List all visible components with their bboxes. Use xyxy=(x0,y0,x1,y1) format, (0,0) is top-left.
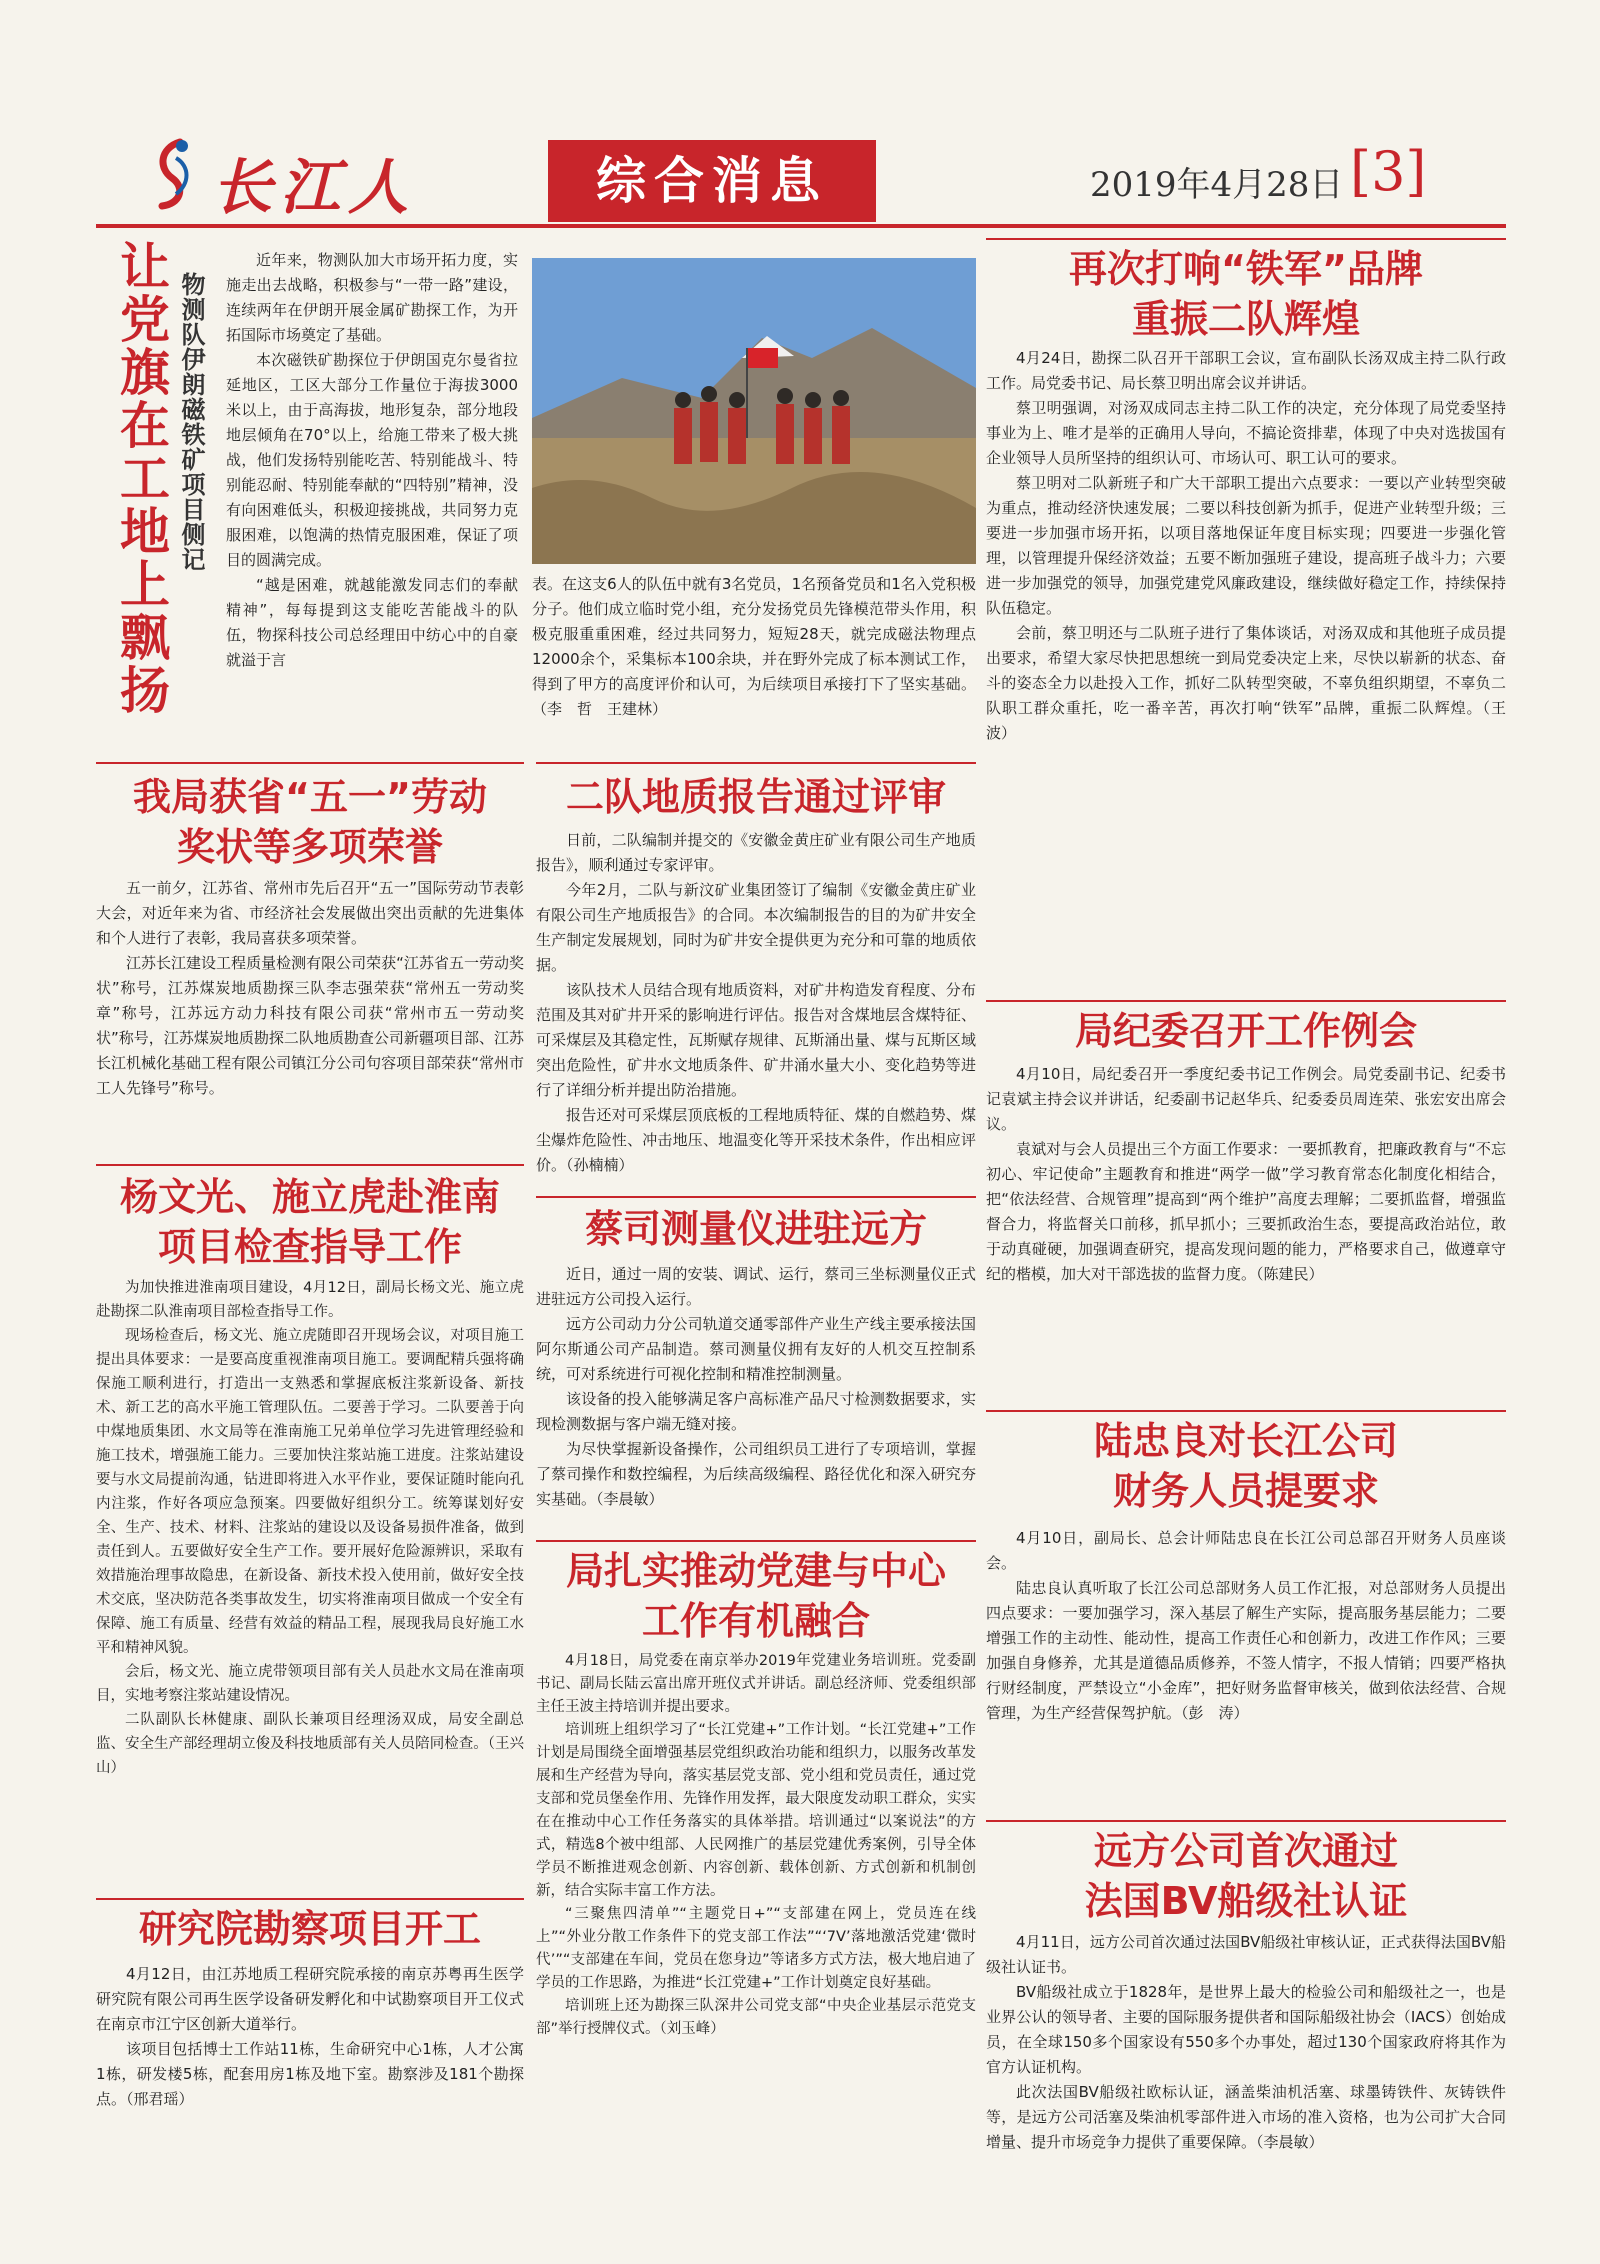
bv-paragraph: BV船级社成立于1828年，是世界上最大的检验公司和船级社之一，也是业界公认的领导者、主要的国际服务提供者和国际船级社协会（IACS）创始成员，在全球150多个国家设有550多个办事处，超过130个国家政府将其作为官方认证机构。 xyxy=(986,1983,1506,2076)
iron-army-paragraph: 蔡卫明强调，对汤双成同志主持二队工作的决定，充分体现了局党委坚持事业为上、唯才是举的正确用人导向，不搞论资排辈，体现了中央对选拔国有企业领导人员所坚持的组织认可、市场认可、职工认可的要求。 xyxy=(986,399,1506,467)
discipline-body xyxy=(986,1062,1506,1287)
headline-line: 项目检查指导工作 xyxy=(157,1225,462,1269)
geo-report-paragraph: 今年2月，二队与新汶矿业集团签订了编制《安徽金黄庄矿业有限公司生产地质报告》的合同。本次编制报告的目的为矿井安全生产制定发展规划，同时为矿井安全提供更为充分和可靠的地质依据。 xyxy=(536,881,976,974)
instrument-paragraph: 该设备的投入能够满足客户高标准产品尺寸检测数据要求，实现检测数据与客户端无缝对接。 xyxy=(536,1390,976,1433)
banner-subtitle: 物测队伊朗磁铁矿项目侧记 xyxy=(177,272,205,572)
masthead-rule xyxy=(96,224,1506,228)
paper-name: 长江人 xyxy=(212,153,416,223)
inspection-headline xyxy=(96,1172,524,1272)
column-rule xyxy=(986,1820,1506,1822)
finance-paragraph: 4月10日，副局长、总会计师陆忠良在长江公司总部召开财务人员座谈会。 xyxy=(986,1529,1506,1572)
inspection-paragraph: 为加快推进淮南项目建设，4月12日，副局长杨文光、施立虎赴勘探二队淮南项目部检查指导工作。 xyxy=(96,1280,524,1320)
column-rule xyxy=(986,1000,1506,1002)
iron-army-paragraph: 4月24日，勘探二队召开干部职工会议，宣布副队长汤双成主持二队行政工作。局党委书记、局长蔡卫明出席会议并讲话。 xyxy=(986,349,1506,392)
research-paragraph: 该项目包括博士工作站11栋，生命研究中心1栋，人才公寓1栋，研发楼5栋，配套用房1栋及地下室。勘察涉及181个勘探点。（邢君瑶） xyxy=(96,2040,524,2108)
geo-report-paragraph: 报告还对可采煤层顶底板的工程地质特征、煤的自燃趋势、煤尘爆炸危险性、冲击地压、地温变化等开采技术条件，作出相应评价。（孙楠楠） xyxy=(536,1106,976,1174)
page-number: [3] xyxy=(1350,140,1427,203)
column-rule xyxy=(96,1164,524,1166)
column-rule xyxy=(986,238,1506,240)
headline-line: 陆忠良对长江公司 xyxy=(1093,1419,1398,1463)
may-day-paragraph: 五一前夕，江苏省、常州市先后召开“五一”国际劳动节表彰大会，对近年来为省、市经济社会发展做出突出贡献的先进集体和个人进行了表彰，我局喜获多项荣誉。 xyxy=(96,879,524,947)
instrument-headline: 蔡司测量仪进驻远方 xyxy=(584,1207,927,1251)
may-day-paragraph: 江苏长江建设工程质量检测有限公司荣获“江苏省五一劳动奖状”称号，江苏煤炭地质勘探三队李志强荣获“常州五一劳动奖章”称号，江苏远方动力科技有限公司获“常州市五一劳动奖状”称号，江苏煤炭地质勘探二队地质勘查公司新疆项目部、江苏长江机械化基础工程有限公司镇江分公司句容项目部荣获“常州市工人先锋号”称号。 xyxy=(96,954,524,1097)
headline-line: 再次打响“铁军”品牌 xyxy=(1069,247,1423,291)
column-rule xyxy=(536,762,976,764)
column-rule xyxy=(96,1898,524,1900)
may-day-headline xyxy=(96,772,524,872)
finance-body xyxy=(986,1526,1506,1726)
instrument-paragraph: 为尽快掌握新设备操作，公司组织员工进行了专项培训，掌握了蔡司操作和数控编程，为后续高级编程、路径优化和深入研究夯实基础。（李晨敏） xyxy=(536,1440,976,1508)
geo-report-headline: 二队地质报告通过评审 xyxy=(565,775,946,819)
section-banner xyxy=(548,140,876,222)
column-rule xyxy=(536,1196,976,1198)
inspection-paragraph: 会后，杨文光、施立虎带领项目部有关人员赴水文局在淮南项目，实地考察注浆站建设情况。 xyxy=(96,1664,524,1704)
banner-paragraph: 近年来，物测队加大市场开拓力度，实施走出去战略，积极参与“一带一路”建设，连续两年在伊朗开展金属矿勘探工作，为开拓国际市场奠定了基础。 xyxy=(226,251,518,344)
geo-report-body xyxy=(536,828,976,1178)
headline-line: 我局获省“五一”劳动 xyxy=(133,775,487,819)
geo-report-paragraph: 该队技术人员结合现有地质资料，对矿井构造发育程度、分布范围及其对矿井开采的影响进行评估。报告对含煤地层含煤特征、可采煤层及其稳定性，瓦斯赋存规律、瓦斯涌出量、煤与瓦斯区域突出危险性，矿井水文地质条件、矿井涌水量大小、变化趋势等进行了详细分析并提出防治措施。 xyxy=(536,981,976,1099)
research-headline: 研究院勘察项目开工 xyxy=(138,1907,481,1951)
iron-army-body xyxy=(986,346,1522,746)
party-building-paragraph: 培训班上还为勘探三队深井公司党支部“中央企业基层示范党支部”举行授牌仪式。（刘玉峰） xyxy=(536,1998,976,2037)
research-paragraph: 4月12日，由江苏地质工程研究院承接的南京苏粤再生医学研究院有限公司再生医学设备研发孵化和中试勘察项目开工仪式在南京市江宁区创新大道举行。 xyxy=(96,1965,524,2033)
headline-line: 工作有机融合 xyxy=(641,1599,870,1643)
headline-line: 奖状等多项荣誉 xyxy=(176,825,443,869)
bv-headline xyxy=(986,1826,1506,1926)
inspection-body xyxy=(96,1276,524,1780)
instrument-paragraph: 远方公司动力分公司轨道交通零部件产业生产线主要承接法国阿尔斯通公司产品制造。蔡司测量仪拥有友好的人机交互控制系统，可对系统进行可视化控制和精准控制测量。 xyxy=(536,1315,976,1383)
party-building-headline xyxy=(536,1546,976,1646)
logo-swirl-icon xyxy=(150,138,198,210)
column-rule xyxy=(986,1410,1506,1412)
iron-army-headline xyxy=(986,244,1506,344)
headline-line: 法国BV船级社认证 xyxy=(1084,1879,1408,1923)
headline-line: 重振二队辉煌 xyxy=(1131,297,1360,341)
party-building-body xyxy=(536,1650,976,2041)
headline-line: 杨文光、施立虎赴淮南 xyxy=(119,1175,500,1219)
discipline-paragraph: 4月10日，局纪委召开一季度纪委书记工作例会。局党委副书记、纪委书记袁斌主持会议并讲话，纪委副书记赵华兵、纪委委员周连荣、张宏安出席会议。 xyxy=(986,1065,1506,1133)
headline-line: 局扎实推动党建与中心 xyxy=(565,1549,946,1593)
geo-report-paragraph: 日前，二队编制并提交的《安徽金黄庄矿业有限公司生产地质报告》，顺利通过专家评审。 xyxy=(536,831,976,874)
column-rule xyxy=(96,762,524,764)
may-day-body xyxy=(96,876,524,1101)
party-building-paragraph: 培训班上组织学习了“长江党建+”工作计划。“长江党建+”工作计划是局围绕全面增强基层党组织政治功能和组织力，以服务改革发展和生产经营为导向，落实基层党支部、党小组和党员责任，通过党支部和党员堡垒作用、先锋作用发挥，最大限度发动职工群众，实实在在推动中心工作任务落实的具体举措。培训通过“以案说法”的方式，精选8个被中组部、人民网推广的基层党建优秀案例，引导全体学员不断推进观念创新、内容创新、载体创新、方式创新和机制创新，结合实际丰富工作方法。 xyxy=(536,1722,976,1899)
discipline-paragraph: 袁斌对与会人员提出三个方面工作要求：一要抓教育，把廉政教育与“不忘初心、牢记使命”主题教育和推进“两学一做”学习教育常态化制度化相结合，把“依法经营、合规管理”提高到“两个维护”高度去理解；二要抓监督，增强监督合力，将监督关口前移，抓早抓小；三要抓政治生态，要提高政治站位，敢于动真碰硬，加强调查研究，提高发现问题的能力，严格要求自己，做遵章守纪的楷模，加大对干部选拔的监督力度。（陈建民） xyxy=(986,1140,1506,1283)
banner-paragraph: 本次磁铁矿勘探位于伊朗国克尔曼省拉延地区，工区大部分工作量位于海拔3000米以上，由于高海拔，地形复杂，部分地段地层倾角在70°以上，给施工带来了极大挑战，他们发扬特别能吃苦、特别能战斗、特别能忍耐、特别能奉献的“四特别”精神，没有向困难低头，积极迎接挑战，共同努力克服困难，以饱满的热情克服困难，保证了项目的圆满完成。 xyxy=(226,351,518,569)
headline-line: 远方公司首次通过 xyxy=(1093,1829,1398,1873)
banner-paragraph: “越是困难，就越能激发同志们的奉献精神”，每每提到这支能吃苦能战斗的队伍，物探科技公司总经理田中纺心中的自豪就溢于言 xyxy=(226,576,518,669)
banner-continuation xyxy=(532,572,976,722)
research-body xyxy=(96,1962,524,2112)
bv-paragraph: 此次法国BV船级社欧标认证，涵盖柴油机活塞、球墨铸铁件、灰铸铁件等，是远方公司活塞及柴油机零部件进入市场的准入资格，也为公司扩大合同增量、提升市场竞争力提供了重要保障。（李晨敏） xyxy=(986,2083,1506,2151)
bv-body xyxy=(986,1930,1506,2155)
banner-headline: 让党旗在工地上飘扬 xyxy=(112,240,170,717)
finance-paragraph: 陆忠良认真听取了长江公司总部财务人员工作汇报，对总部财务人员提出四点要求：一要加强学习，深入基层了解生产实际，提高服务基层能力；二要增强工作的主动性、能动性，提高工作责任心和创新力，改进工作作风；三要加强自身修养，尤其是道德品质修养，不签人情字，不报人情销；四要严格执行财经制度，严禁设立“小金库”，把好财务监督审核关，做到依法经营、合规管理，为生产经营保驾护航。（彭 涛） xyxy=(986,1579,1506,1722)
headline-line: 财务人员提要求 xyxy=(1112,1469,1379,1513)
issue-date: 2019年4月28日 xyxy=(1090,165,1344,205)
party-building-paragraph: “三聚焦四清单”“主题党日+”“支部建在网上，党员连在线上”“外业分散工作条件下的党支部工作法”“‘7V’落地激活党建‘微时代’”“支部建在车间，党员在您身边”等诸多方式方法，极大地启迪了学员的工作思路，为推进“长江党建+”工作计划奠定良好基础。 xyxy=(536,1906,976,1991)
inspection-paragraph: 二队副队长林健康、副队长兼项目经理汤双成，局安全副总监、安全生产部经理胡立俊及科技地质部有关人员陪同检查。（王兴山） xyxy=(96,1712,524,1776)
discipline-headline: 局纪委召开工作例会 xyxy=(1074,1009,1417,1053)
iron-army-paragraph: 会前，蔡卫明还与二队班子进行了集体谈话，对汤双成和其他班子成员提出要求，希望大家尽快把思想统一到局党委决定上来，尽快以崭新的状态、奋斗的姿态全力以赴投入工作，抓好二队转型突破，不辜负组织期望，不辜负二队职工群众重托，吃一番辛苦，再次打响“铁军”品牌，重振二队辉煌。（王 波） xyxy=(986,624,1522,742)
instrument-body xyxy=(536,1262,976,1512)
banner-body xyxy=(226,248,518,673)
inspection-paragraph: 现场检查后，杨文光、施立虎随即召开现场会议，对项目施工提出具体要求：一是要高度重视淮南项目施工。要调配精兵强将确保施工顺利进行，打造出一支熟悉和掌握底板注浆新设备、新技术、新工艺的高水平施工管理队伍。二要善于学习。二队要善于向中煤地质集团、水文局等在淮南施工兄弟单位学习先进管理经验和施工技术，增强施工能力。三要加快注浆站施工进度。注浆站建设要与水文局提前沟通，钻进即将进入水平作业，要保证随时能向孔内注浆，作好各项应急预案。四要做好组织分工。统筹谋划好安全、生产、技术、材料、注浆站的建设以及设备易损件准备，做到责任到人。五要做好安全生产工作。要开展好危险源辨识，采取有效措施治理事故隐患，在新设备、新技术投入使用前，做好安全技术交底，坚决防范各类事故发生，切实将淮南项目做成一个安全有保障、施工有质量、经营有效益的精品工程，展现我局良好施工水平和精神风貌。 xyxy=(96,1328,524,1656)
bv-paragraph: 4月11日，远方公司首次通过法国BV船级社审核认证，正式获得法国BV船级社认证书。 xyxy=(986,1933,1506,1976)
section-title: 综合消息 xyxy=(596,152,828,210)
banner-paragraph: 表。在这支6人的队伍中就有3名党员，1名预备党员和1名入党积极分子。他们成立临时党小组，充分发扬党员先锋模范带头作用，积极克服重重困难，经过共同努力，短短28天，就完成磁法物理点12000余个，采集标本100余块，并在野外完成了标本测试工作，得到了甲方的高度评价和认可，为后续项目承接打下了坚实基础。（李 哲 王建林） xyxy=(532,575,976,718)
finance-headline xyxy=(986,1416,1506,1516)
iron-army-paragraph: 蔡卫明对二队新班子和广大干部职工提出六点要求：一要以产业转型突破为重点，推动经济快速发展；二要以科技创新为抓手，促进产业转型升级；三要进一步加强市场开拓，以项目落地保证年度目标实现；四要进一步强化管理，以管理提升保经济效益；五要不断加强班子建设，提高班子战斗力；六要进一步加强党的领导，加强党建党风廉政建设，继续做好稳定工作，持续保持队伍稳定。 xyxy=(986,474,1506,617)
team-photo xyxy=(532,258,976,564)
party-building-paragraph: 4月18日，局党委在南京举办2019年党建业务培训班。党委副书记、副局长陆云富出席开班仪式并讲话。副总经济师、党委组织部主任王波主持培训并提出要求。 xyxy=(536,1653,976,1715)
column-rule xyxy=(536,1540,976,1542)
instrument-paragraph: 近日，通过一周的安装、调试、运行，蔡司三坐标测量仪正式进驻远方公司投入运行。 xyxy=(536,1265,976,1308)
